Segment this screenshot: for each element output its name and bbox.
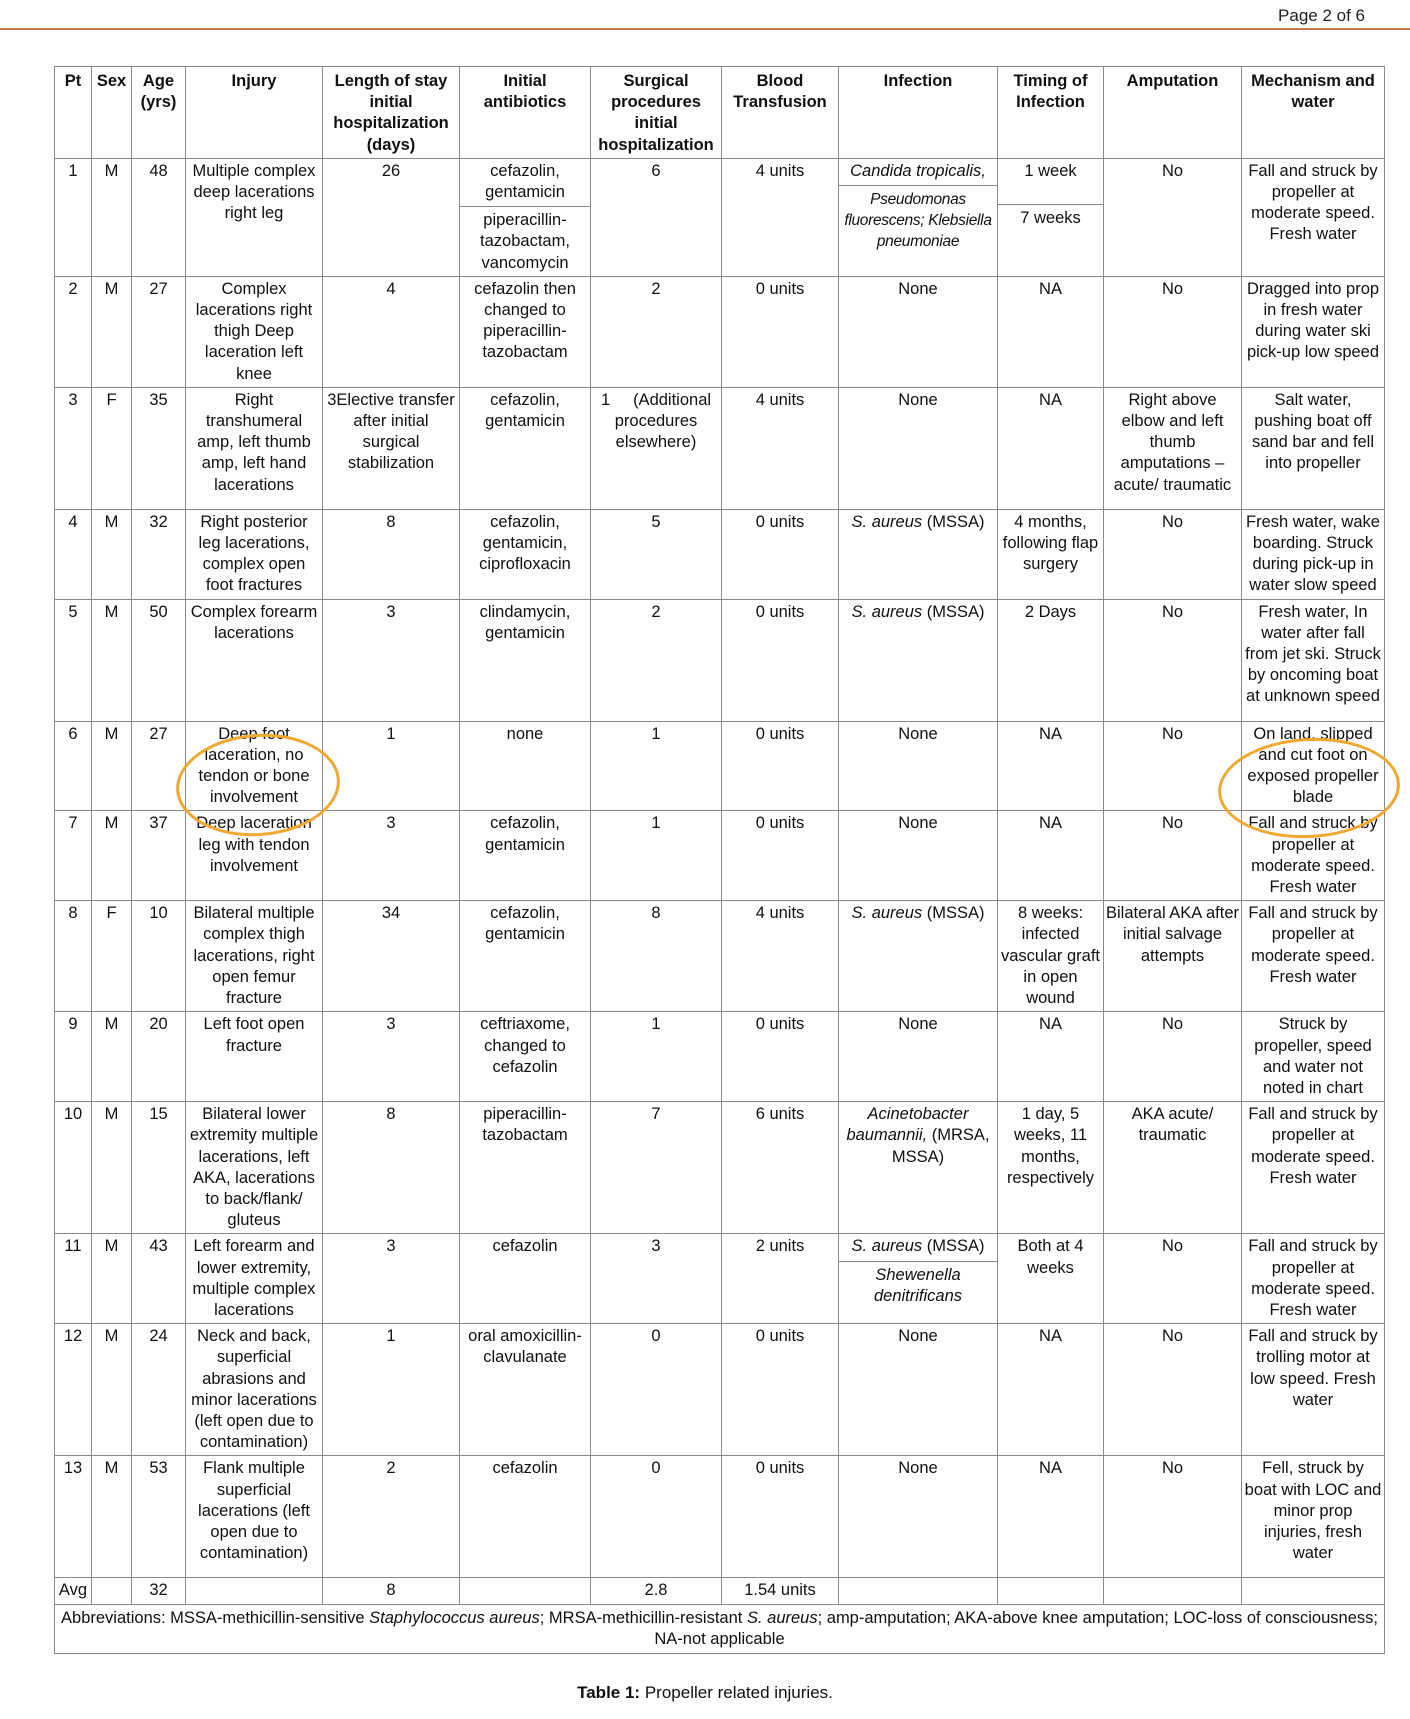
cell-infection xyxy=(839,901,998,1012)
avg-age: 32 xyxy=(132,1578,186,1605)
avg-timing xyxy=(998,1578,1104,1605)
cell-age: 35 xyxy=(132,387,186,509)
header-amputation: Amputation xyxy=(1104,67,1242,159)
timing-entry: 8 weeks: infected vascular graft in open wound xyxy=(1000,904,1101,1008)
table-row xyxy=(55,387,1385,509)
cell-length-of-stay: 34 xyxy=(323,901,460,1012)
cell-sex: M xyxy=(92,158,132,276)
header-blood-transfusion: Blood Transfusion xyxy=(722,67,839,159)
table-row xyxy=(55,158,1385,276)
caption-label: Table 1: xyxy=(577,1683,641,1702)
infection-organism: S. aureus xyxy=(851,904,923,923)
footnote-text-2: ; MRSA-methicillin-resistant xyxy=(539,1609,747,1628)
cell-injury: Multiple complex deep lacerations right leg xyxy=(186,158,323,276)
cell-mechanism: Fresh water, In water after fall from jet ski. Struck by oncoming boat at unknown speed xyxy=(1242,599,1385,721)
timing-entry: NA xyxy=(1039,1459,1062,1478)
header-age: Age (yrs) xyxy=(132,67,186,159)
cell-age: 27 xyxy=(132,721,186,811)
timing-entry: 1 day, 5 weeks, 11 months, respectively xyxy=(1006,1105,1095,1187)
cell-amputation: Right above elbow and left thumb amputations – acute/ traumatic xyxy=(1104,387,1242,509)
antibiotic-entry: clindamycin, gentamicin xyxy=(479,602,571,642)
cell-injury: Complex lacerations right thigh Deep laceration left knee xyxy=(186,276,323,387)
header-sex: Sex xyxy=(92,67,132,159)
cell-mechanism: Fell, struck by boat with LOC and minor prop injuries, fresh water xyxy=(1242,1456,1385,1578)
header-mechanism-and-water: Mechanism and water xyxy=(1242,67,1385,159)
cell-mechanism: Fresh water, wake boarding. Struck during pick-up in water slow speed xyxy=(1242,509,1385,599)
infection-organism: Candida tropicalis, xyxy=(850,161,986,180)
cell-antibiotics xyxy=(460,1012,591,1102)
cell-surgical: 0 xyxy=(591,1324,722,1456)
page-number: Page 2 of 6 xyxy=(1278,6,1365,25)
header-infection: Infection xyxy=(839,67,998,159)
abbreviations-footnote xyxy=(55,1605,1385,1654)
avg-surgical: 2.8 xyxy=(591,1578,722,1605)
cell-mechanism: Fall and struck by propeller at moderate speed. Fresh water xyxy=(1242,1102,1385,1234)
cell-antibiotics xyxy=(460,387,591,509)
avg-infection xyxy=(839,1578,998,1605)
cell-mechanism: Fall and struck by trolling motor at low speed. Fresh water xyxy=(1242,1324,1385,1456)
cell-pt: 7 xyxy=(55,811,92,901)
antibiotic-entry: cefazolin xyxy=(492,1459,558,1478)
table-caption xyxy=(0,1683,1410,1703)
cell-amputation: No xyxy=(1104,599,1242,721)
cell-timing xyxy=(998,599,1104,721)
infection-qualifier: (MSSA) xyxy=(922,512,985,531)
cell-length-of-stay: 1 xyxy=(323,721,460,811)
timing-entry: NA xyxy=(1039,390,1062,409)
footnote-italic-1: Staphylococcus aureus xyxy=(369,1609,540,1628)
infection-value: None xyxy=(898,1459,938,1478)
table-row xyxy=(55,1234,1385,1324)
cell-antibiotics xyxy=(460,158,591,276)
cell-pt: 10 xyxy=(55,1102,92,1234)
cell-age: 24 xyxy=(132,1324,186,1456)
header-timing-of-infection: Timing of Infection xyxy=(998,67,1104,159)
cell-sex: M xyxy=(92,1456,132,1578)
cell-amputation: No xyxy=(1104,1012,1242,1102)
cell-sex: M xyxy=(92,1102,132,1234)
table-row xyxy=(55,1324,1385,1456)
cell-pt: 11 xyxy=(55,1234,92,1324)
header-length-of-stay: Length of stay initial hospitalization (days) xyxy=(323,67,460,159)
cell-mechanism: Fall and struck by propeller at moderate speed. Fresh water xyxy=(1242,811,1385,901)
cell-infection xyxy=(839,599,998,721)
cell-infection xyxy=(839,1012,998,1102)
avg-blood: 1.54 units xyxy=(722,1578,839,1605)
antibiotic-entry: piperacillin-tazobactam xyxy=(482,1105,568,1145)
cell-pt: 12 xyxy=(55,1324,92,1456)
timing-entry: NA xyxy=(1039,279,1062,298)
cell-sex: M xyxy=(92,509,132,599)
propeller-injuries-table xyxy=(54,66,1385,1654)
infection-value: None xyxy=(898,279,938,298)
cell-injury: Neck and back, superficial abrasions and minor lacerations (left open due to contamination) xyxy=(186,1324,323,1456)
header-pt: Pt xyxy=(55,67,92,159)
infection-organism-2: Shewenella denitrificans xyxy=(839,1261,997,1307)
cell-pt: 9 xyxy=(55,1012,92,1102)
cell-infection xyxy=(839,158,998,276)
cell-pt: 4 xyxy=(55,509,92,599)
cell-pt: 6 xyxy=(55,721,92,811)
cell-surgical: 1 xyxy=(591,1012,722,1102)
cell-blood: 0 units xyxy=(722,509,839,599)
cell-mechanism: On land, slipped and cut foot on exposed propeller blade xyxy=(1242,721,1385,811)
infection-qualifier: (MSSA) xyxy=(922,602,985,621)
cell-blood: 0 units xyxy=(722,1456,839,1578)
cell-infection xyxy=(839,721,998,811)
cell-age: 37 xyxy=(132,811,186,901)
cell-antibiotics xyxy=(460,276,591,387)
cell-blood: 0 units xyxy=(722,1012,839,1102)
antibiotic-entry: cefazolin, gentamicin xyxy=(485,161,565,202)
cell-timing xyxy=(998,1012,1104,1102)
avg-antibiotics xyxy=(460,1578,591,1605)
cell-sex: M xyxy=(92,276,132,387)
infection-value: None xyxy=(898,1327,938,1346)
infection-value: None xyxy=(898,724,938,743)
cell-infection xyxy=(839,1324,998,1456)
avg-mechanism xyxy=(1242,1578,1385,1605)
cell-age: 53 xyxy=(132,1456,186,1578)
average-row xyxy=(55,1578,1385,1605)
cell-surgical: 3 xyxy=(591,1234,722,1324)
cell-surgical: 2 xyxy=(591,276,722,387)
cell-infection xyxy=(839,1456,998,1578)
header-injury: Injury xyxy=(186,67,323,159)
cell-length-of-stay: 3 xyxy=(323,811,460,901)
cell-timing xyxy=(998,1456,1104,1578)
cell-surgical: 1 xyxy=(591,721,722,811)
infection-value: None xyxy=(898,814,938,833)
cell-surgical: 7 xyxy=(591,1102,722,1234)
cell-length-of-stay: 2 xyxy=(323,1456,460,1578)
table-row xyxy=(55,721,1385,811)
cell-age: 20 xyxy=(132,1012,186,1102)
header-initial-antibiotics: Initial antibiotics xyxy=(460,67,591,159)
cell-injury: Left foot open fracture xyxy=(186,1012,323,1102)
timing-entry: NA xyxy=(1039,1327,1062,1346)
cell-infection xyxy=(839,1102,998,1234)
cell-antibiotics xyxy=(460,811,591,901)
cell-mechanism: Salt water, pushing boat off sand bar and fell into propeller xyxy=(1242,387,1385,509)
timing-entry: 7 weeks xyxy=(998,204,1103,229)
cell-mechanism: Struck by propeller, speed and water not noted in chart xyxy=(1242,1012,1385,1102)
cell-amputation: No xyxy=(1104,1456,1242,1578)
cell-timing xyxy=(998,811,1104,901)
cell-blood: 0 units xyxy=(722,811,839,901)
cell-pt: 1 xyxy=(55,158,92,276)
cell-blood: 0 units xyxy=(722,721,839,811)
cell-amputation: Bilateral AKA after initial salvage attempts xyxy=(1104,901,1242,1012)
cell-age: 50 xyxy=(132,599,186,721)
cell-pt: 13 xyxy=(55,1456,92,1578)
footnote-text-3: ; amp-amputation; AKA-above knee amputation; LOC-loss of consciousness; NA-not applicable xyxy=(654,1609,1378,1649)
timing-entry: 2 Days xyxy=(1024,602,1077,621)
table-row xyxy=(55,599,1385,721)
cell-infection xyxy=(839,387,998,509)
cell-blood: 4 units xyxy=(722,158,839,276)
antibiotic-entry: cefazolin, gentamicin, ciprofloxacin xyxy=(479,512,571,574)
cell-blood: 4 units xyxy=(722,901,839,1012)
antibiotic-entry: cefazolin xyxy=(492,1237,558,1256)
cell-timing xyxy=(998,1102,1104,1234)
cell-amputation: No xyxy=(1104,1234,1242,1324)
cell-injury: Deep laceration leg with tendon involvement xyxy=(186,811,323,901)
timing-entry: NA xyxy=(1039,1015,1062,1034)
cell-pt: 5 xyxy=(55,599,92,721)
cell-pt: 2 xyxy=(55,276,92,387)
cell-antibiotics xyxy=(460,509,591,599)
table-row xyxy=(55,901,1385,1012)
table-row xyxy=(55,1102,1385,1234)
cell-sex: F xyxy=(92,387,132,509)
cell-age: 27 xyxy=(132,276,186,387)
cell-antibiotics xyxy=(460,599,591,721)
cell-timing xyxy=(998,1234,1104,1324)
header-surgical-procedures: Surgical procedures initial hospitalization xyxy=(591,67,722,159)
infection-organism: S. aureus xyxy=(851,602,923,621)
cell-antibiotics xyxy=(460,901,591,1012)
cell-sex: M xyxy=(92,1324,132,1456)
infection-organism: S. aureus xyxy=(851,512,923,531)
avg-sex xyxy=(92,1578,132,1605)
cell-antibiotics xyxy=(460,1456,591,1578)
cell-injury: Right transhumeral amp, left thumb amp, left hand lacerations xyxy=(186,387,323,509)
cell-timing xyxy=(998,901,1104,1012)
cell-injury: Bilateral lower extremity multiple lacerations, left AKA, lacerations to back/flank/ gluteus xyxy=(186,1102,323,1234)
table-header-row xyxy=(55,67,1385,159)
cell-age: 15 xyxy=(132,1102,186,1234)
infection-value: None xyxy=(898,390,938,409)
footnote-italic-2: S. aureus xyxy=(746,1609,818,1628)
cell-blood: 0 units xyxy=(722,276,839,387)
cell-surgical: 6 xyxy=(591,158,722,276)
timing-entry: Both at 4 weeks xyxy=(1017,1237,1084,1277)
cell-surgical: 1 (Additional procedures elsewhere) xyxy=(591,387,722,509)
cell-injury: Complex forearm lacerations xyxy=(186,599,323,721)
cell-length-of-stay: 3 xyxy=(323,1234,460,1324)
cell-pt: 8 xyxy=(55,901,92,1012)
cell-antibiotics xyxy=(460,721,591,811)
cell-length-of-stay: 3Elective transfer after initial surgical stabilization xyxy=(323,387,460,509)
cell-length-of-stay: 8 xyxy=(323,509,460,599)
cell-timing xyxy=(998,387,1104,509)
timing-entry: 1 week xyxy=(1024,161,1077,180)
cell-injury: Bilateral multiple complex thigh lacerations, right open femur fracture xyxy=(186,901,323,1012)
cell-injury: Right posterior leg lacerations, complex open foot fractures xyxy=(186,509,323,599)
cell-amputation: AKA acute/ traumatic xyxy=(1104,1102,1242,1234)
cell-age: 10 xyxy=(132,901,186,1012)
antibiotic-entry: cefazolin then changed to piperacillin-tazobactam xyxy=(474,279,576,362)
table-row xyxy=(55,1456,1385,1578)
cell-length-of-stay: 26 xyxy=(323,158,460,276)
cell-timing xyxy=(998,509,1104,599)
cell-timing xyxy=(998,721,1104,811)
cell-antibiotics xyxy=(460,1102,591,1234)
infection-qualifier: (MSSA) xyxy=(922,904,985,923)
antibiotic-entry: piperacillin-tazobactam, vancomycin xyxy=(460,206,590,274)
avg-los: 8 xyxy=(323,1578,460,1605)
cell-length-of-stay: 4 xyxy=(323,276,460,387)
cell-sex: M xyxy=(92,1234,132,1324)
cell-length-of-stay: 8 xyxy=(323,1102,460,1234)
cell-length-of-stay: 3 xyxy=(323,599,460,721)
cell-amputation: No xyxy=(1104,721,1242,811)
cell-injury: Flank multiple superficial lacerations (left open due to contamination) xyxy=(186,1456,323,1578)
timing-entry: NA xyxy=(1039,814,1062,833)
antibiotic-entry: ceftriaxome, changed to cefazolin xyxy=(480,1015,570,1076)
antibiotic-entry: cefazolin, gentamicin xyxy=(485,390,565,431)
cell-age: 43 xyxy=(132,1234,186,1324)
cell-blood: 0 units xyxy=(722,599,839,721)
table-row xyxy=(55,276,1385,387)
cell-age: 48 xyxy=(132,158,186,276)
cell-sex: F xyxy=(92,901,132,1012)
infection-qualifier: (MSSA) xyxy=(922,1237,985,1256)
table-row xyxy=(55,1012,1385,1102)
antibiotic-entry: oral amoxicillin-clavulanate xyxy=(468,1327,582,1367)
antibiotic-entry: cefazolin, gentamicin xyxy=(485,904,565,944)
cell-pt: 3 xyxy=(55,387,92,509)
cell-age: 32 xyxy=(132,509,186,599)
infection-qualifier: (MRSA, MSSA) xyxy=(891,1126,990,1166)
cell-timing xyxy=(998,158,1104,276)
infection-line xyxy=(841,1236,995,1257)
footnote-text-1: Abbreviations: MSSA-methicillin-sensitive xyxy=(61,1609,370,1628)
cell-surgical: 8 xyxy=(591,901,722,1012)
table-row xyxy=(55,509,1385,599)
cell-infection xyxy=(839,1234,998,1324)
cell-surgical: 2 xyxy=(591,599,722,721)
antibiotic-entry: none xyxy=(506,724,544,743)
cell-timing xyxy=(998,1324,1104,1456)
cell-blood: 0 units xyxy=(722,1324,839,1456)
cell-amputation: No xyxy=(1104,811,1242,901)
cell-surgical: 1 xyxy=(591,811,722,901)
cell-amputation: No xyxy=(1104,1324,1242,1456)
header-rule xyxy=(0,28,1410,30)
cell-mechanism: Fall and struck by propeller at moderate speed. Fresh water xyxy=(1242,901,1385,1012)
cell-sex: M xyxy=(92,721,132,811)
cell-blood: 6 units xyxy=(722,1102,839,1234)
timing-entry: NA xyxy=(1039,724,1062,743)
cell-sex: M xyxy=(92,599,132,721)
cell-mechanism: Dragged into prop in fresh water during water ski pick-up low speed xyxy=(1242,276,1385,387)
cell-mechanism: Fall and struck by propeller at moderate speed. Fresh water xyxy=(1242,1234,1385,1324)
avg-injury xyxy=(186,1578,323,1605)
cell-injury: Left forearm and lower extremity, multiple complex lacerations xyxy=(186,1234,323,1324)
cell-amputation: No xyxy=(1104,276,1242,387)
cell-infection xyxy=(839,509,998,599)
infection-value: None xyxy=(898,1015,938,1034)
cell-blood: 2 units xyxy=(722,1234,839,1324)
cell-surgical: 0 xyxy=(591,1456,722,1578)
infection-organism: Acinetobacter baumannii, xyxy=(846,1105,969,1145)
cell-blood: 4 units xyxy=(722,387,839,509)
cell-timing xyxy=(998,276,1104,387)
cell-length-of-stay: 1 xyxy=(323,1324,460,1456)
cell-length-of-stay: 3 xyxy=(323,1012,460,1102)
cell-surgical: 5 xyxy=(591,509,722,599)
timing-entry: 4 months, following flap surgery xyxy=(1002,512,1099,574)
antibiotic-entry: cefazolin, gentamicin xyxy=(485,814,565,854)
avg-label: Avg xyxy=(55,1578,92,1605)
cell-infection xyxy=(839,276,998,387)
infection-organism: S. aureus xyxy=(851,1237,923,1256)
table-row xyxy=(55,811,1385,901)
cell-antibiotics xyxy=(460,1234,591,1324)
caption-text: Propeller related injuries. xyxy=(644,1683,833,1702)
footnote-row xyxy=(55,1605,1385,1654)
cell-injury: Deep foot laceration, no tendon or bone involvement xyxy=(186,721,323,811)
cell-sex: M xyxy=(92,1012,132,1102)
infection-organism: Pseudomonas fluorescens; Klebsiella pneumoniae xyxy=(839,185,997,253)
cell-antibiotics xyxy=(460,1324,591,1456)
avg-amputation xyxy=(1104,1578,1242,1605)
cell-infection xyxy=(839,811,998,901)
cell-amputation: No xyxy=(1104,509,1242,599)
cell-mechanism: Fall and struck by propeller at moderate speed. Fresh water xyxy=(1242,158,1385,276)
cell-sex: M xyxy=(92,811,132,901)
cell-amputation: No xyxy=(1104,158,1242,276)
